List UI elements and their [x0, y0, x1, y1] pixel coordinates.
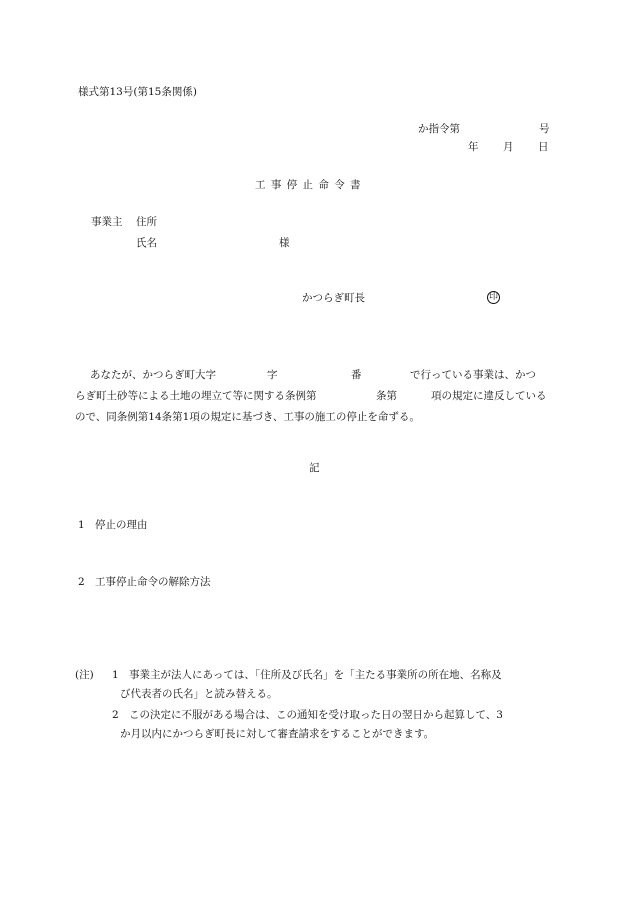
note-text-line: び代表者の氏名」と読み替える。: [120, 688, 278, 700]
item-number: 1: [78, 519, 85, 531]
date-day: 日: [538, 141, 549, 153]
body-line-2: らぎ町土砂等による土地の埋立て等に関する条例第 条第 項の規定に違反している: [75, 390, 547, 402]
document-title: 工 事 停 止 命 令 書: [255, 179, 362, 191]
notes-label: (注): [75, 669, 94, 681]
issuer-name: かつらぎ町長: [302, 292, 365, 304]
body-line-1: あなたが、かつらぎ町大字 字 番 で行っている事業は、かつ: [90, 369, 536, 381]
doc-number-prefix: か指令第: [418, 123, 460, 135]
seal-mark: 印: [488, 292, 498, 302]
item-text: 停止の理由: [95, 519, 148, 531]
address-label: 住所: [136, 216, 157, 228]
addressee-role: 事業主: [91, 216, 123, 228]
body-paragraph: [75, 365, 555, 428]
form-number: 様式第13号(第15条関係): [78, 86, 197, 98]
note-number: 1: [112, 669, 119, 681]
note-text-line: か月以内にかつらぎ町長に対して審査請求をすることができます。: [120, 728, 435, 740]
date-year: 年: [468, 141, 479, 153]
doc-number-suffix: 号: [539, 123, 550, 135]
name-label: 氏名: [136, 237, 157, 249]
note-number: 2: [112, 709, 119, 721]
note-text-line: この決定に不服がある場合は、この通知を受け取った日の翌日から起算して、3: [129, 709, 503, 721]
body-line-3: ので、同条例第14条第1項の規定に基づき、工事の施工の停止を命ずる。: [75, 411, 420, 423]
ki-heading: 記: [309, 462, 320, 474]
honorific: 様: [279, 237, 290, 249]
item-number: 2: [78, 576, 85, 588]
date-month: 月: [503, 141, 514, 153]
item-text: 工事停止命令の解除方法: [95, 576, 211, 588]
note-text-line: 事業主が法人にあっては、「住所及び氏名」を「主たる事業所の所在地、名称及: [129, 669, 502, 681]
